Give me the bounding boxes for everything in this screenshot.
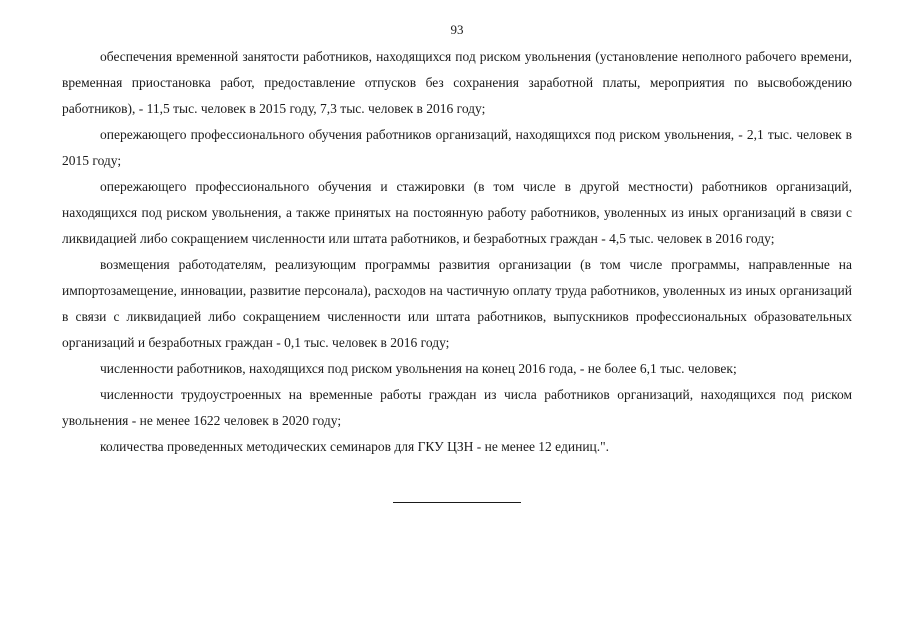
paragraph-seminars: количества проведенных методических семинаров для ГКУ ЦЗН - не менее 12 единиц.". bbox=[100, 439, 610, 454]
paragraph-temporary-jobs: численности трудоустроенных на временные работы граждан из числа работников организаций, находящихся под риском увольнения - не менее 1622 человек в 2020 году; bbox=[62, 387, 852, 428]
paragraph-advance-training-internship: опережающего профессионального обучения и стажировки (в том числе в другой местности) работников организаций, находящихся под риском увольнения, а также принятых на постоянную работу работников, уволенных из иных организаций в связи с ликвидацией либо сокращением численности или штата работников, и безработных граждан - 4,5 тыс. человек в 2016 году; bbox=[62, 179, 852, 246]
end-separator-line bbox=[393, 502, 521, 503]
paragraph-temporary-employment: обеспечения временной занятости работников, находящихся под риском увольнения (установление неполного рабочего времени, временная приостановка работ, предоставление отпусков без сохранения заработной платы, мероприятия по высвобождению работников), - 11,5 тыс. человек в 2015 году, 7,3 тыс. человек в 2016 году; bbox=[62, 49, 852, 116]
paragraph-advance-training-2015: опережающего профессионального обучения работников организаций, находящихся под риском увольнения, - 2,1 тыс. человек в 2015 году; bbox=[62, 127, 852, 168]
page-number: 93 bbox=[450, 22, 464, 37]
document-body bbox=[62, 44, 852, 460]
paragraph-employer-compensation: возмещения работодателям, реализующим программы развития организации (в том числе программы, направленные на импортозамещение, инновации, развитие персонала), расходов на частичную оплату труда работников, уволенных из иных организаций в связи с ликвидацией либо сокращением численности или штата работников, выпускников профессиональных образовательных организаций и безработных граждан - 0,1 тыс. человек в 2016 году; bbox=[62, 257, 852, 350]
paragraph-workers-at-risk: численности работников, находящихся под риском увольнения на конец 2016 года, - не более 6,1 тыс. человек; bbox=[100, 361, 737, 376]
